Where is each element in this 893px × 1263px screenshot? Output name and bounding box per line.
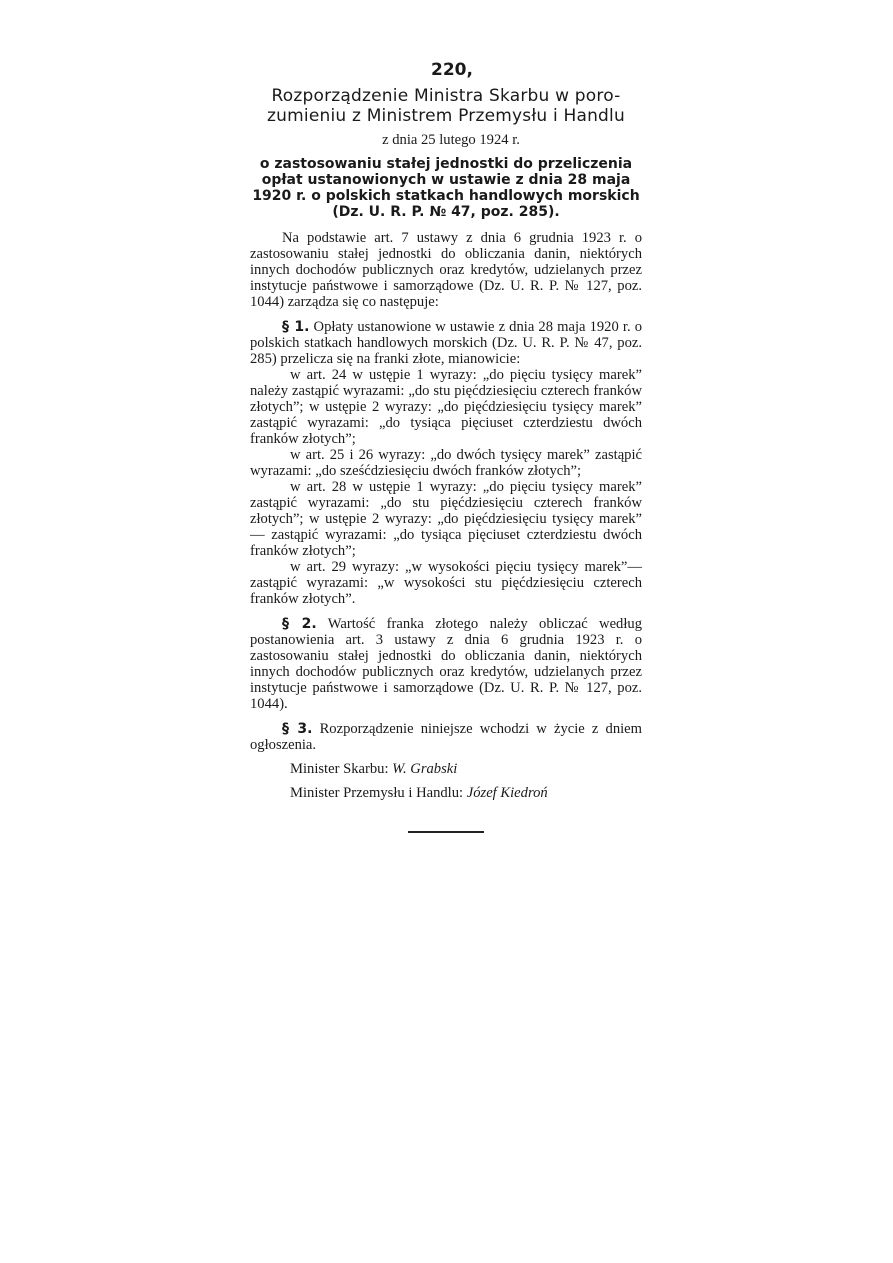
title-line-2: zumieniu z Ministrem Przemysłu i Handlu	[267, 106, 625, 126]
end-rule	[408, 831, 484, 833]
act-subject: o zastosowaniu stałej jednostki do przeliczenia opłat ustanowionych w ustawie z dnia 28 maja 1920 r. o polskich statkach handlowych morskich (Dz. U. R. P. № 47, poz. 285).	[252, 156, 640, 220]
section-1-item: w art. 25 i 26 wyrazy: „do dwóch tysięcy marek” zastąpić wyrazami: „do sześćdziesięciu dwóch franków złotych”;	[250, 447, 642, 479]
signature-1	[290, 761, 642, 777]
act-title	[250, 86, 642, 126]
section-1	[250, 319, 642, 367]
section-1-item: w art. 28 w ustępie 1 wyrazy: „do pięciu tysięcy marek” zastąpić wyrazami: „do stu pięćdziesięciu czterech franków złotych”; w ustępie 2 wyrazy: „do pięćdziesięciu tysięcy marek” — zastąpić wyrazami: „do tysiąca pięciuset czterdziestu dwóch franków złotych”;	[250, 479, 642, 559]
section-2-label: § 2.	[282, 616, 317, 632]
section-3-text: Rozporządzenie niniejsze wchodzi w życie z dniem ogłoszenia.	[250, 721, 642, 753]
section-1-text: Opłaty ustanowione w ustawie z dnia 28 maja 1920 r. o polskich statkach handlowych morskich (Dz. U. R. P. № 47, poz. 285) przelicza się na franki złote, mianowicie:	[250, 319, 643, 367]
section-3	[250, 721, 642, 753]
signature-1-role: Minister Skarbu:	[290, 761, 389, 777]
act-date: z dnia 25 lutego 1924 r.	[382, 132, 520, 148]
section-1-label: § 1.	[282, 319, 310, 335]
signature-1-name: W. Grabski	[392, 761, 458, 777]
section-3-label: § 3.	[282, 721, 313, 737]
section-1-item: w art. 29 wyrazy: „w wysokości pięciu tysięcy marek”—zastąpić wyrazami: „w wysokości stu pięćdziesięciu czterech franków złotych”.	[250, 559, 642, 607]
signature-2-role: Minister Przemysłu i Handlu:	[290, 785, 464, 801]
document-page	[250, 62, 642, 833]
signature-2-name: Józef Kiedroń	[466, 785, 548, 801]
signature-2	[290, 785, 642, 801]
section-2	[250, 616, 642, 712]
section-1-item: w art. 24 w ustępie 1 wyrazy: „do pięciu tysięcy marek” należy zastąpić wyrazami: „do stu pięćdziesięciu czterech franków złotych”; w ustępie 2 wyrazy: „do pięćdziesięciu tysięcy marek” zastąpić wyrazami: „do tysiąca pięciuset czterdziestu dwóch franków złotych”;	[250, 367, 642, 447]
section-2-text: Wartość franka złotego należy obliczać według postanowienia art. 3 ustawy z dnia 6 grudnia 1923 r. o zastosowaniu stałej jednostki do obliczania danin, niektórych innych dochodów publicznych oraz kredytów, udzielanych przez instytucje państwowe i samorządowe (Dz. U. R. P. № 127, poz. 1044).	[250, 616, 643, 712]
preamble: Na podstawie art. 7 ustawy z dnia 6 grudnia 1923 r. o zastosowaniu stałej jednostki do obliczania danin, niektórych innych dochodów publicznych oraz kredytów, udzielanych przez instytucje państwowe i samorządowe (Dz. U. R. P. № 127, poz. 1044) zarządza się co następuje:	[250, 230, 642, 310]
act-number: 220,	[431, 60, 473, 80]
title-line-1: Rozporządzenie Ministra Skarbu w poro-	[271, 86, 621, 106]
